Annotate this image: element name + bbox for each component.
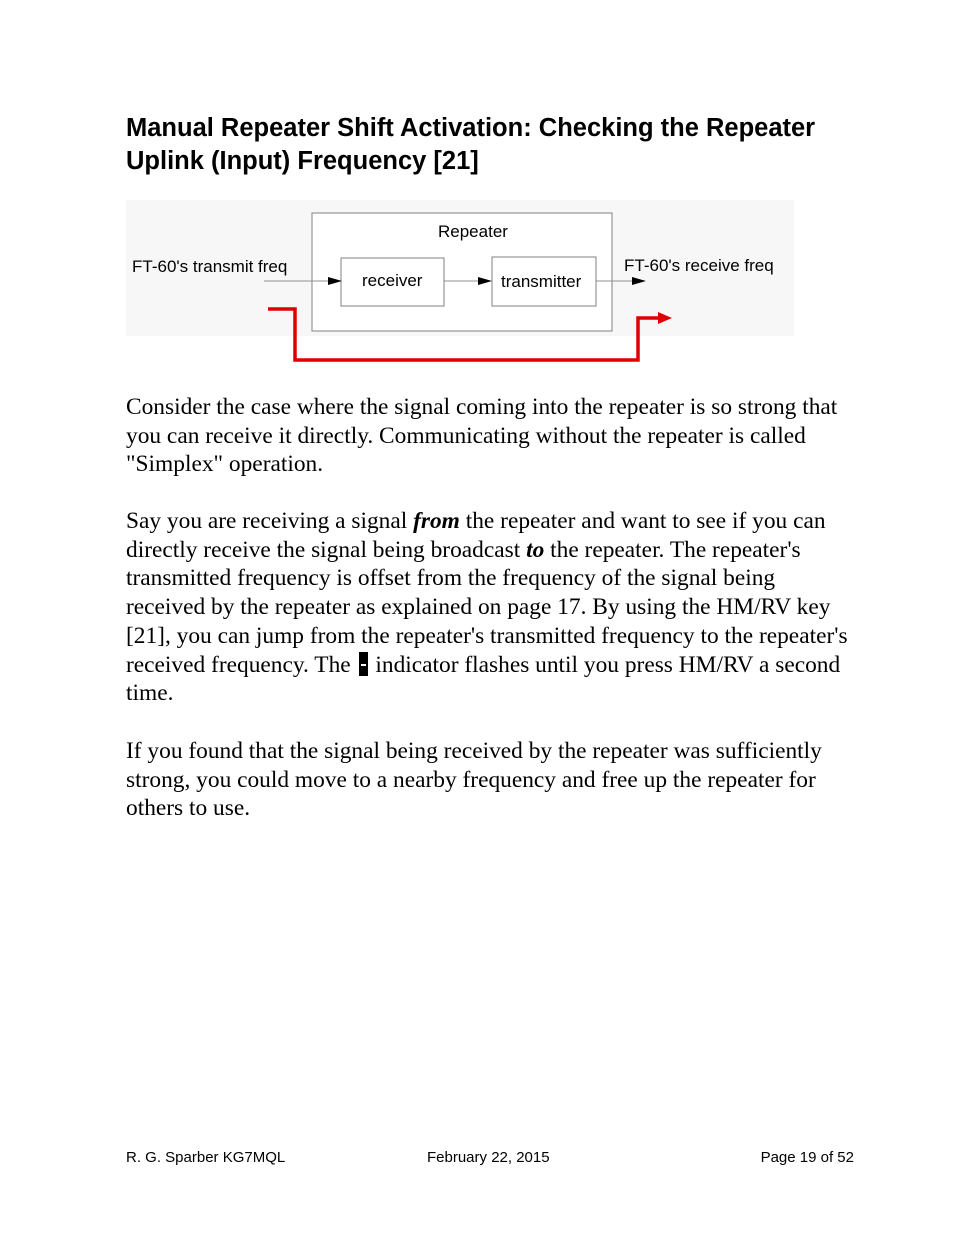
receiver-label: receiver: [362, 271, 423, 290]
footer-date: February 22, 2015: [427, 1149, 550, 1166]
transmit-freq-label: FT-60's transmit freq: [132, 257, 288, 276]
repeater-diagram-svg: [126, 200, 800, 370]
footer-author: R. G. Sparber KG7MQL: [126, 1149, 286, 1166]
paragraph-text-segment: the repeater. The repeater's transmitted frequency is offset from the frequency of the signal being received by the repeater as explained on page 17. By using the HM/RV key [21], you can jump from the repeater's transmitted frequency to the repeater's received frequency. The: [126, 536, 848, 678]
page-heading: Manual Repeater Shift Activation: Checking the Repeater Uplink (Input) Frequency [21]: [126, 114, 816, 175]
emphasis-to: to: [526, 536, 545, 563]
repeater-label: Repeater: [438, 222, 508, 241]
paragraph-text-segment: the repeater and want to see if you can directly receive the signal being broadcast: [126, 508, 826, 563]
footer-page-number: Page 19 of 52: [760, 1149, 854, 1166]
transmitter-label: transmitter: [501, 272, 582, 291]
receive-freq-label: FT-60's receive freq: [624, 256, 774, 275]
paragraph-text-segment: Say you are receiving a signal: [126, 508, 414, 534]
minus-shift-indicator-icon: [359, 652, 368, 676]
emphasis-from: from: [413, 508, 460, 534]
paragraph-hm-rv-key: [126, 507, 856, 708]
repeater-diagram: [126, 200, 800, 370]
paragraph-free-repeater: If you found that the signal being received by the repeater was sufficiently strong, you could move to a nearby frequency and free up the repeater for others to use.: [126, 738, 822, 822]
paragraph-text-segment: indicator flashes until you press HM/RV a second time.: [126, 651, 841, 707]
paragraph-simplex: Consider the case where the signal coming into the repeater is so strong that you can receive it directly. Communicating without the repeater is called "Simplex" operation.: [126, 394, 838, 478]
